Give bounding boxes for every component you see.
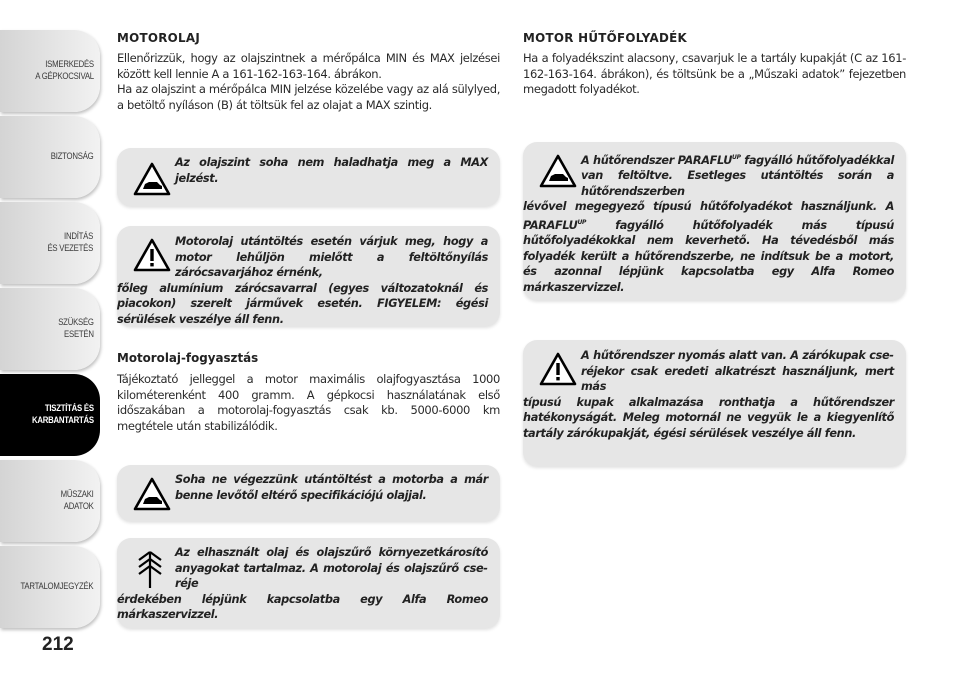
warning-text-indented bbox=[523, 150, 894, 199]
tab-label: TISZTÍTÁS ÉS KARBANTARTÁS bbox=[31, 403, 94, 426]
warning-text-block bbox=[523, 150, 894, 295]
section-title-hutofolyadek: MOTOR HŰTŐFOLYADÉK bbox=[523, 30, 688, 45]
warning-text-block bbox=[117, 545, 488, 623]
superscript: UP bbox=[577, 218, 587, 226]
car-warning-icon bbox=[133, 477, 171, 511]
warning-box-car bbox=[523, 142, 906, 300]
paragraph: Ha az olajszint a mérőpálca MIN jelzése közelébe vagy az alá sülylyed, a betöltő nyíláson (B) át töltsük fel az olajat a MAX szintig. bbox=[117, 82, 500, 112]
tab-label: SZÜKSÉG ESETÉN bbox=[57, 317, 94, 340]
chapter-sidebar bbox=[0, 0, 104, 677]
tab-tartalomjegyzek[interactable] bbox=[0, 546, 100, 628]
warning-text-block bbox=[523, 348, 894, 441]
warning-text: típusú kupak alkalmazása ronthatja a hűtőrendszer hatékonyságát. Meleg motornál ne vegyük le a kiegyenlítő tartály zárókupakját, égési sérülések veszélye áll fenn. bbox=[523, 395, 894, 440]
warning-text: A hűtőrendszer nyomás alatt van. A zárókupak cseréjekor csak eredeti alkatrészt használjunk, mert más bbox=[581, 349, 894, 393]
tab-tisztitas[interactable] bbox=[0, 374, 100, 456]
warning-text: főleg alumínium zárócsavarral (egyes változatoknál és piacokon) szerelt járművek esetén. FIGYELEM: égési sérülések veszélye áll fenn. bbox=[117, 281, 488, 326]
warning-text: érdekében lépjünk kapcsolatba egy Alfa Romeo márkaszervizzel. bbox=[117, 592, 488, 621]
page-number: 212 bbox=[42, 634, 74, 655]
warning-text: lévővel megegyező típusú hűtőfolyadékot használjunk. A PARAFLU bbox=[523, 200, 894, 232]
subtitle-olajfogyasztas: Motorolaj-fogyasztás bbox=[117, 350, 259, 365]
paragraph: Ellenőrizzük, hogy az olajszintnek a mérőpálca MIN és MAX jelzései között kell lennie A a 161-162-163-164. ábrákon. bbox=[117, 51, 500, 81]
tab-ismerkedes[interactable] bbox=[0, 30, 100, 112]
warning-box-danger bbox=[523, 340, 906, 466]
superscript: UP bbox=[732, 154, 741, 161]
tab-label: TARTALOMJEGYZÉK bbox=[20, 581, 94, 592]
paragraph: Ha a folyadékszint alacsony, csavarjuk le a tartály kupakját (C az 161-162-163-164. ábrákon), és töltsünk be a „Műszaki adatok” fejezetben megadott folyadékot. bbox=[523, 51, 906, 96]
tab-label: INDÍTÁS ÉS VEZETÉS bbox=[47, 231, 94, 254]
right-column bbox=[523, 30, 906, 98]
car-warning-icon bbox=[133, 162, 171, 196]
warning-box-car bbox=[117, 148, 500, 206]
tab-label: BIZTONSÁG bbox=[50, 151, 94, 162]
environment-box bbox=[117, 538, 500, 628]
warning-text: A hűtőrendszer PARAFLU bbox=[581, 153, 733, 167]
warning-text: fagyálló hűtőfolyadékkal van feltöltve. Esetleges utántöltés során a hűtőrendszerben bbox=[581, 153, 894, 198]
section-title-motorolaj: MOTOROLAJ bbox=[117, 30, 201, 45]
warning-text: Az elhasznált olaj és olajszűrő környezetkárosító anyagokat tartalmaz. A motorolaj és olajszűrő cseréje bbox=[175, 546, 488, 590]
warning-box-car bbox=[117, 465, 500, 521]
warning-text: Az olajszint soha nem haladhatja meg a MAX jelzést. bbox=[175, 156, 488, 185]
tab-inditas[interactable] bbox=[0, 202, 100, 284]
tab-muszaki-adatok[interactable] bbox=[0, 460, 100, 542]
warning-text: Motorolaj utántöltés esetén várjuk meg, hogy a motor lehűljön mielőtt a feltöltőnyílás zárócsavarjához érnénk, bbox=[175, 235, 488, 279]
warning-text: Soha ne végezzünk utántöltést a motorba a már benne levőtől eltérő specifikációjú olajjal. bbox=[175, 473, 488, 502]
warning-text-continued bbox=[523, 199, 894, 295]
tab-szukseg[interactable] bbox=[0, 288, 100, 370]
warning-text: fagyálló hűtőfolyadék más típusú hűtőfolyadékokkal nem keverhető. Ha tévedésből más folyadék került a hűtőrendszerbe, ne indítsuk be a motort, és azonnal lépjünk kapcsolatba egy Alfa Romeo márkaszervizzel. bbox=[523, 218, 894, 294]
tab-biztonsag[interactable] bbox=[0, 116, 100, 198]
paragraph: Tájékoztató jelleggel a motor maximális olajfogyasztása 1000 kilométerenként 400 gramm. A gépkocsi használatának első időszakában a motorolaj-fogyasztás csak kb. 5000-6000 km megtétele után stabilizálódik. bbox=[117, 372, 500, 433]
warning-text-block bbox=[117, 234, 488, 327]
left-column bbox=[117, 30, 500, 113]
warning-box-danger bbox=[117, 226, 500, 326]
tab-label: ISMERKEDÉS A GÉPKOCSIVAL bbox=[34, 59, 94, 82]
tab-label: MŰSZAKI ADATOK bbox=[60, 489, 94, 512]
